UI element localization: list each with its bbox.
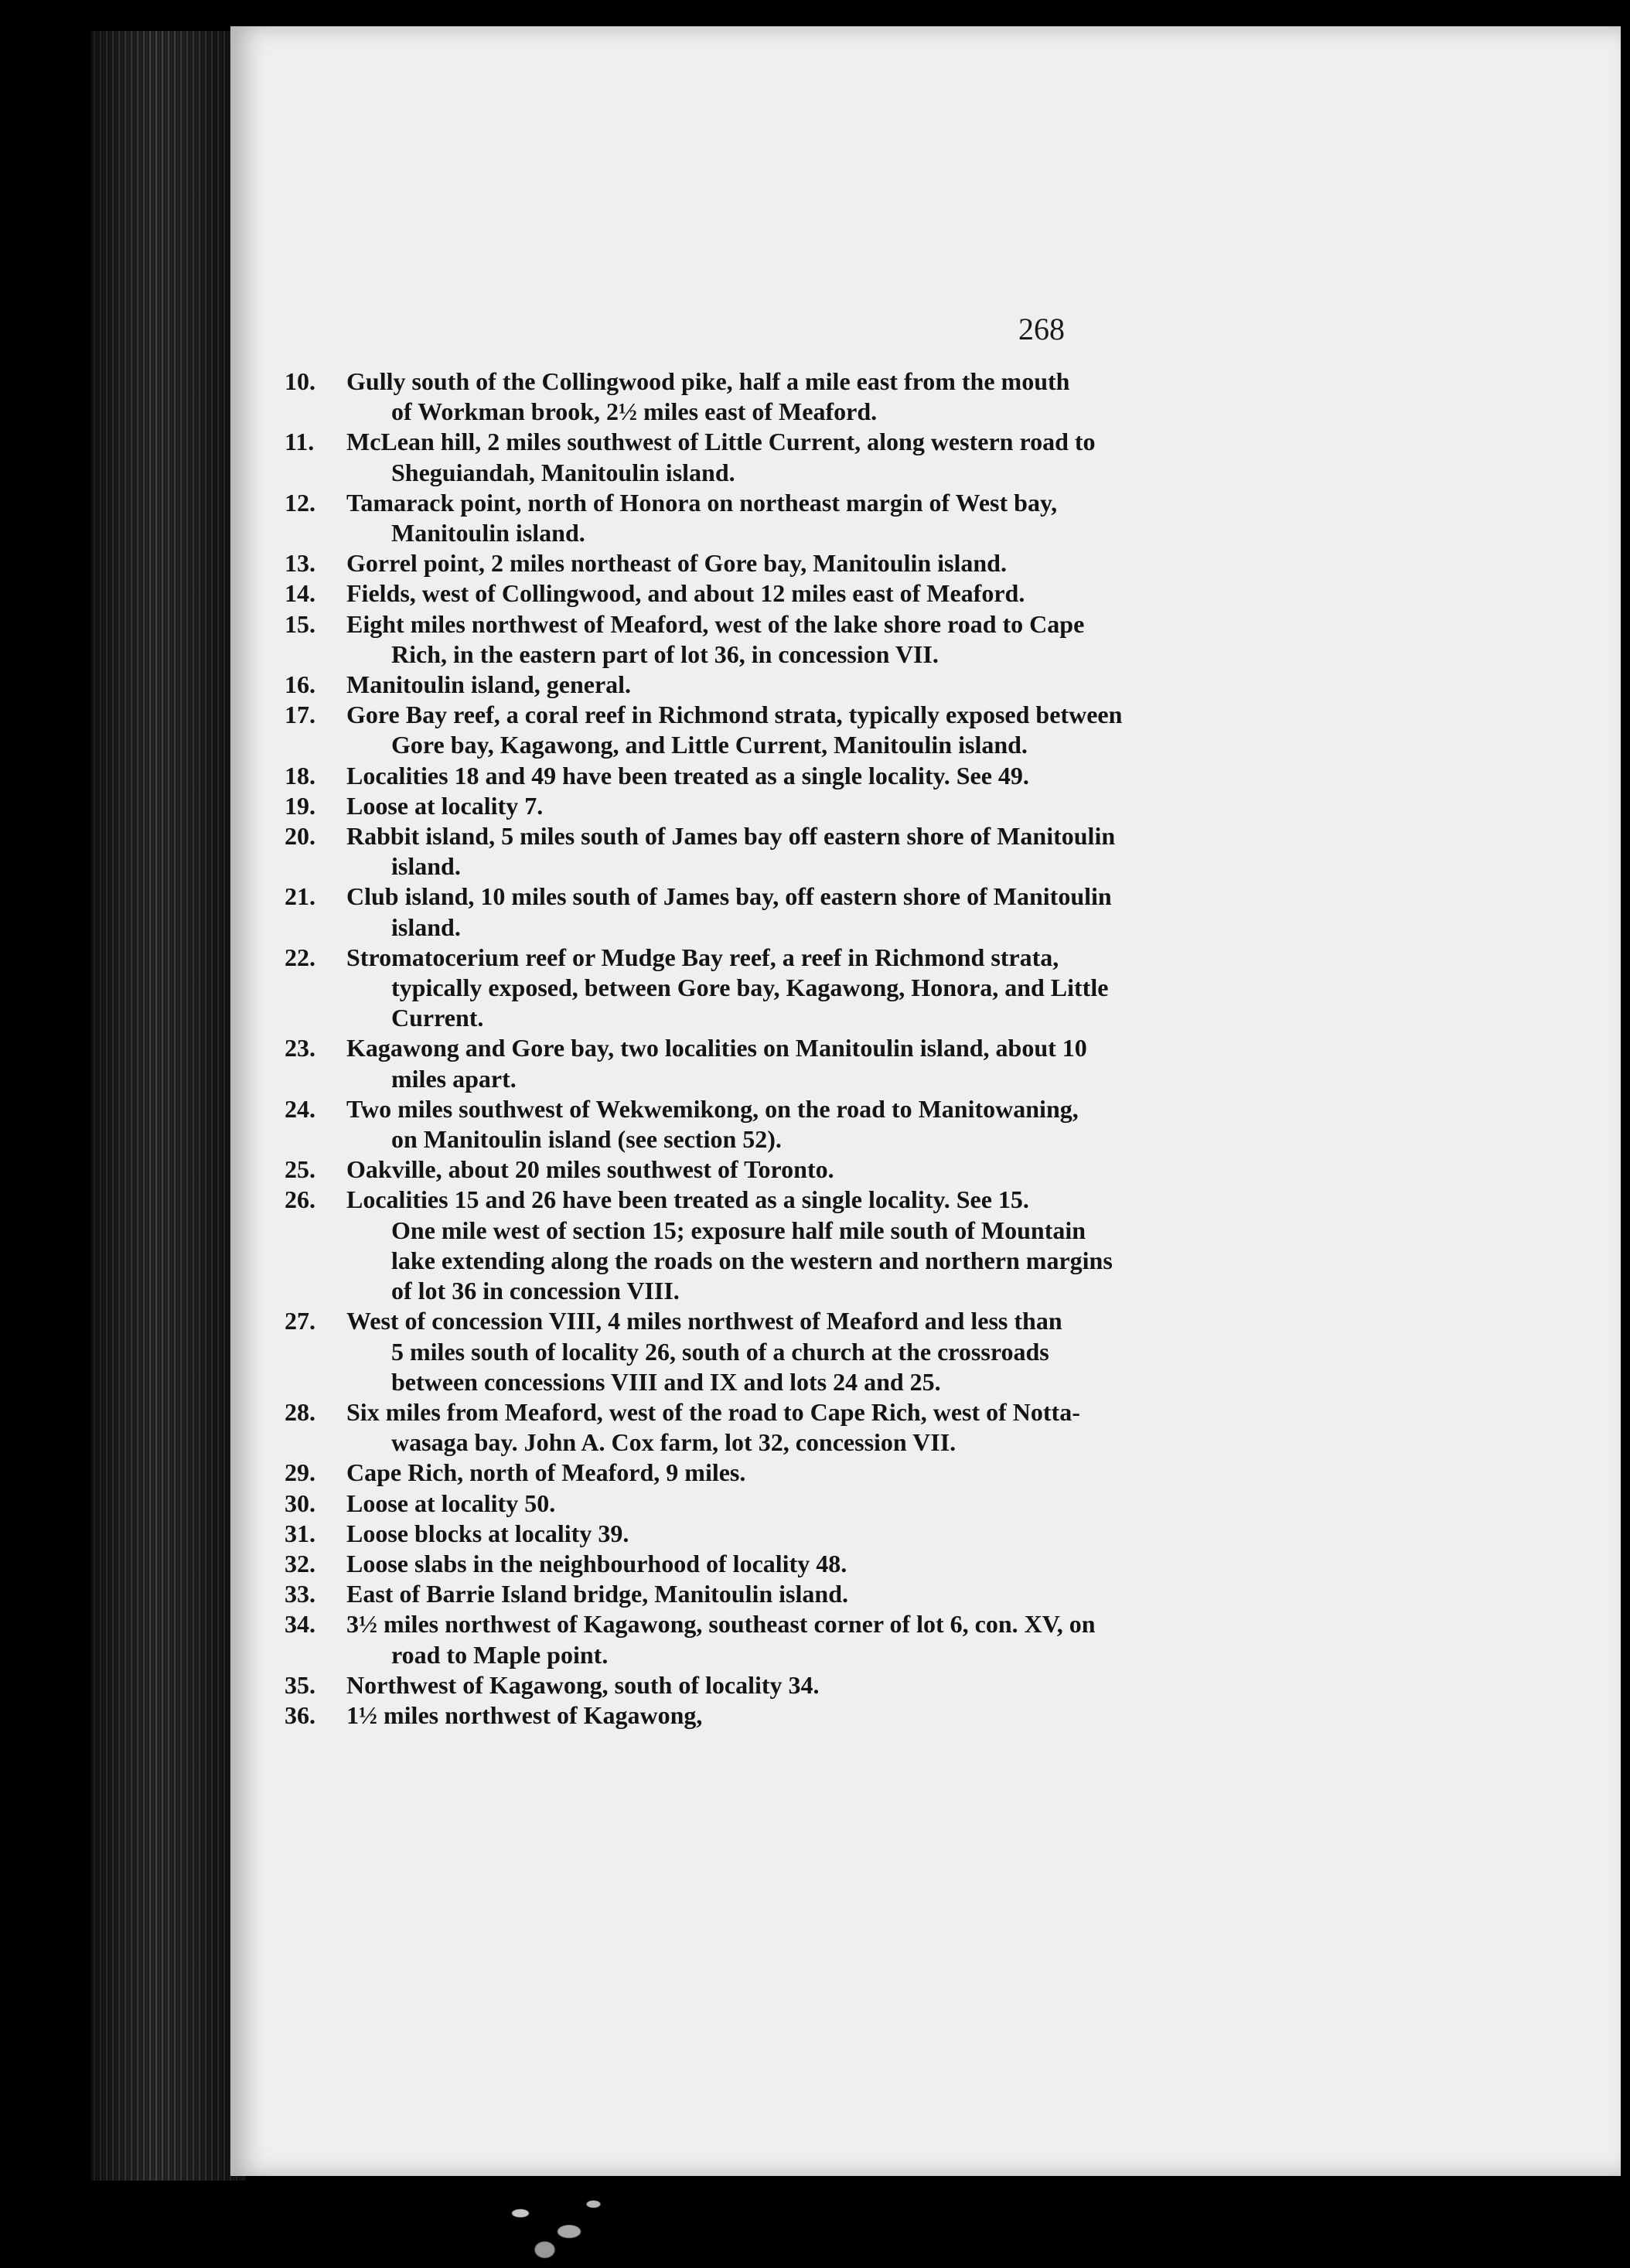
- locality-entry: [285, 1185, 1267, 1306]
- entry-continuation-line: One mile west of section 15; exposure half mile south of Mountain: [391, 1216, 1086, 1244]
- entry-text: [346, 367, 1267, 427]
- locality-entry: [285, 1700, 1267, 1731]
- entry-first-line: Rabbit island, 5 miles south of James bay off eastern shore of Manitoulin: [346, 822, 1116, 851]
- entry-first-line: Loose at locality 50.: [346, 1489, 556, 1517]
- entry-text: [346, 943, 1267, 1034]
- entry-text: [346, 1306, 1267, 1397]
- entry-continuation-line: of Workman brook, 2½ miles east of Meaford.: [391, 397, 878, 426]
- entry-continuation-line: Current.: [391, 1004, 484, 1032]
- locality-entry: [285, 1579, 1267, 1609]
- spine-shadow: [91, 31, 246, 2181]
- entry-first-line: Gorrel point, 2 miles northeast of Gore bay, Manitoulin island.: [346, 549, 1007, 578]
- page-number: 268: [1018, 312, 1065, 346]
- entry-number: 22.: [285, 943, 315, 971]
- entry-text: [346, 1397, 1267, 1458]
- entry-first-line: Eight miles northwest of Meaford, west of the lake shore road to Cape: [346, 609, 1085, 638]
- entry-text: [346, 578, 1267, 609]
- entry-number: 19.: [285, 791, 315, 820]
- entry-first-line: Stromatocerium reef or Mudge Bay reef, a reef in Richmond strata,: [346, 943, 1059, 971]
- entry-first-line: Gore Bay reef, a coral reef in Richmond strata, typically exposed between: [346, 701, 1123, 729]
- entry-continuation-line: island.: [391, 852, 461, 881]
- entry-number: 36.: [285, 1700, 315, 1729]
- entry-first-line: Loose blocks at locality 39.: [346, 1519, 629, 1547]
- entry-number: 13.: [285, 549, 315, 578]
- locality-entry: [285, 791, 1267, 821]
- entry-text: [346, 1489, 1267, 1519]
- entry-first-line: Oakville, about 20 miles southwest of Toronto.: [346, 1155, 834, 1184]
- entry-continuation-line: wasaga bay. John A. Cox farm, lot 32, concession VII.: [391, 1428, 957, 1457]
- locality-entry: [285, 1489, 1267, 1519]
- entry-first-line: McLean hill, 2 miles southwest of Little Current, along western road to: [346, 428, 1096, 456]
- entry-number: 26.: [285, 1185, 315, 1214]
- locality-entry: [285, 548, 1267, 578]
- entry-number: 18.: [285, 761, 315, 790]
- entry-number: 10.: [285, 367, 315, 395]
- entry-first-line: Localities 15 and 26 have been treated as a single locality. See 15.: [346, 1185, 1029, 1214]
- entry-text: [346, 882, 1267, 942]
- entry-text: [346, 1579, 1267, 1609]
- entry-first-line: Club island, 10 miles south of James bay, off eastern shore of Manitoulin: [346, 882, 1112, 911]
- entry-text: [346, 1670, 1267, 1700]
- entry-text: [346, 1458, 1267, 1488]
- entry-number: 21.: [285, 882, 315, 911]
- entry-number: 20.: [285, 822, 315, 851]
- entry-text: [346, 1154, 1267, 1185]
- locality-entry: [285, 821, 1267, 882]
- locality-entry: [285, 1519, 1267, 1549]
- locality-entry: [285, 609, 1267, 670]
- entry-continuation-line: Sheguiandah, Manitoulin island.: [391, 458, 735, 486]
- entry-number: 15.: [285, 609, 315, 638]
- locality-entry: [285, 488, 1267, 548]
- locality-entry: [285, 1306, 1267, 1397]
- entry-number: 11.: [285, 428, 315, 456]
- locality-entry: [285, 700, 1267, 760]
- entry-number: 31.: [285, 1519, 315, 1547]
- locality-entry: [285, 367, 1267, 427]
- locality-entry: [285, 1670, 1267, 1700]
- paper-smudge: [472, 2177, 634, 2268]
- entry-continuation-line: island.: [391, 912, 461, 941]
- entry-number: 32.: [285, 1549, 315, 1577]
- entry-first-line: West of concession VIII, 4 miles northwest of Meaford and less than: [346, 1307, 1062, 1335]
- locality-entry: [285, 1458, 1267, 1488]
- entry-continuation-line: 5 miles south of locality 26, south of a church at the crossroads: [391, 1337, 1049, 1366]
- entry-continuation-line: of lot 36 in concession VIII.: [391, 1277, 680, 1305]
- locality-entry: [285, 1154, 1267, 1185]
- entry-number: 16.: [285, 670, 315, 699]
- locality-entry: [285, 882, 1267, 942]
- entry-number: 30.: [285, 1489, 315, 1517]
- locality-entry: [285, 427, 1267, 487]
- entry-text: [346, 1033, 1267, 1093]
- entry-first-line: Tamarack point, north of Honora on northeast margin of West bay,: [346, 488, 1058, 517]
- entry-text: [346, 1549, 1267, 1579]
- entry-number: 14.: [285, 579, 315, 608]
- entry-number: 12.: [285, 488, 315, 517]
- entry-continuation-line: road to Maple point.: [391, 1640, 609, 1669]
- entry-first-line: Kagawong and Gore bay, two localities on Manitoulin island, about 10: [346, 1034, 1087, 1062]
- entry-continuation-line: typically exposed, between Gore bay, Kagawong, Honora, and Little: [391, 974, 1109, 1002]
- locality-entry: [285, 1549, 1267, 1579]
- entry-first-line: 1½ miles northwest of Kagawong,: [346, 1700, 703, 1729]
- entry-continuation-line: between concessions VIII and IX and lots 24 and 25.: [391, 1367, 941, 1396]
- entry-text: [346, 791, 1267, 821]
- entry-text: [346, 1609, 1267, 1669]
- entry-text: [346, 1519, 1267, 1549]
- entry-continuation-line: miles apart.: [391, 1064, 517, 1093]
- entry-first-line: Loose slabs in the neighbourhood of locality 48.: [346, 1549, 847, 1577]
- entry-first-line: Two miles southwest of Wekwemikong, on the road to Manitowaning,: [346, 1094, 1079, 1123]
- entry-first-line: Northwest of Kagawong, south of locality 34.: [346, 1670, 820, 1699]
- entry-first-line: Gully south of the Collingwood pike, half a mile east from the mouth: [346, 367, 1070, 395]
- entry-continuation-line: on Manitoulin island (see section 52).: [391, 1125, 782, 1154]
- entry-first-line: 3½ miles northwest of Kagawong, southeast corner of lot 6, con. XV, on: [346, 1610, 1096, 1639]
- entry-number: 17.: [285, 701, 315, 729]
- entry-first-line: Localities 18 and 49 have been treated as a single locality. See 49.: [346, 761, 1029, 790]
- entry-number: 29.: [285, 1458, 315, 1487]
- entry-continuation-line: lake extending along the roads on the western and northern margins: [391, 1246, 1113, 1274]
- entry-number: 27.: [285, 1307, 315, 1335]
- entry-continuation-line: Manitoulin island.: [391, 519, 585, 547]
- entry-number: 24.: [285, 1094, 315, 1123]
- entry-text: [346, 670, 1267, 700]
- entry-text: [346, 821, 1267, 882]
- entry-first-line: Cape Rich, north of Meaford, 9 miles.: [346, 1458, 746, 1487]
- locality-entry: [285, 1609, 1267, 1669]
- entry-text: [346, 609, 1267, 670]
- entry-first-line: Manitoulin island, general.: [346, 670, 632, 699]
- entry-text: [346, 488, 1267, 548]
- locality-entry: [285, 578, 1267, 609]
- entry-first-line: Fields, west of Collingwood, and about 12 miles east of Meaford.: [346, 579, 1025, 608]
- entry-text: [346, 548, 1267, 578]
- entry-number: 34.: [285, 1610, 315, 1639]
- locality-list: [285, 367, 1267, 1731]
- entry-continuation-line: Rich, in the eastern part of lot 36, in concession VII.: [391, 639, 939, 668]
- entry-number: 25.: [285, 1155, 315, 1184]
- entry-text: [346, 761, 1267, 791]
- locality-entry: [285, 1397, 1267, 1458]
- locality-entry: [285, 943, 1267, 1034]
- locality-entry: [285, 1033, 1267, 1093]
- entry-text: [346, 1185, 1267, 1306]
- entry-text: [346, 700, 1267, 760]
- locality-entry: [285, 1094, 1267, 1154]
- entry-number: 35.: [285, 1670, 315, 1699]
- entry-number: 33.: [285, 1580, 315, 1608]
- entry-first-line: East of Barrie Island bridge, Manitoulin island.: [346, 1580, 848, 1608]
- entry-text: [346, 1700, 1267, 1731]
- entry-first-line: Loose at locality 7.: [346, 791, 544, 820]
- locality-entry: [285, 761, 1267, 791]
- entry-text: [346, 427, 1267, 487]
- entry-number: 23.: [285, 1034, 315, 1062]
- locality-entry: [285, 670, 1267, 700]
- entry-text: [346, 1094, 1267, 1154]
- entry-number: 28.: [285, 1397, 315, 1426]
- entry-first-line: Six miles from Meaford, west of the road to Cape Rich, west of Notta-: [346, 1397, 1080, 1426]
- entry-continuation-line: Gore bay, Kagawong, and Little Current, Manitoulin island.: [391, 731, 1028, 759]
